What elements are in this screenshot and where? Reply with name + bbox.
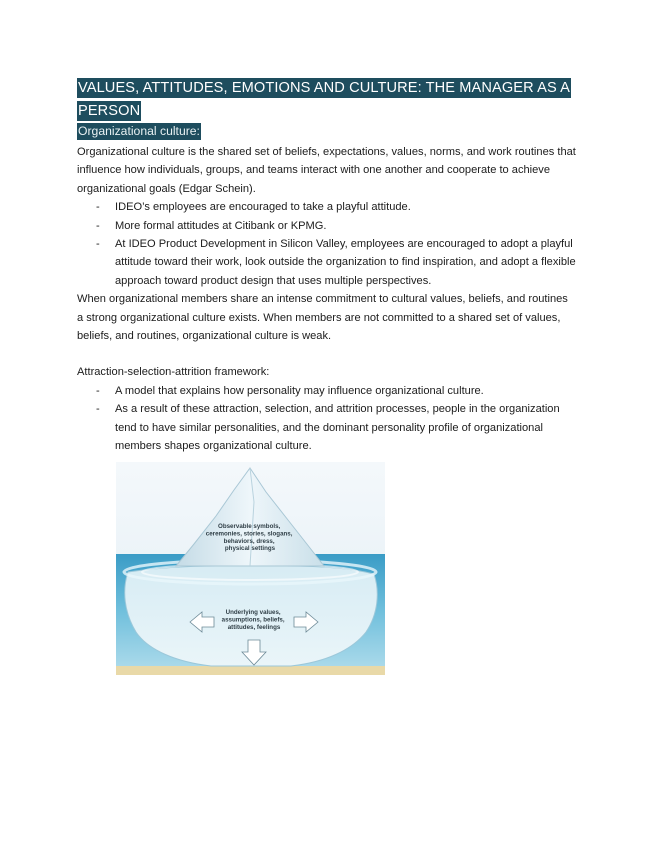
title-line-1: VALUES, ATTITUDES, EMOTIONS AND CULTURE: THE MANAGER AS A bbox=[78, 80, 570, 96]
iceberg-figure bbox=[116, 462, 385, 675]
definition-paragraph: Organizational culture is the shared set of beliefs, expectations, values, norms, and work routines that influence how individuals, groups, and teams interact with one another and cooperate to achieve organizational goals (Edgar Schein). bbox=[77, 146, 576, 195]
section-subheading: Organizational culture: bbox=[78, 124, 200, 138]
strength-paragraph: When organizational members share an intense commitment to cultural values, beliefs, and routines a strong organizational culture exists. When members are not committed to a shared set of values, beliefs, and routines, organizational culture is weak. bbox=[77, 293, 568, 343]
bottom-label-line: attitudes, feelings bbox=[227, 623, 281, 631]
asa-list bbox=[77, 382, 577, 456]
top-label-line: ceremonies, stories, slogans, bbox=[205, 530, 293, 538]
page-title bbox=[77, 76, 577, 122]
top-label-line: Observable symbols, bbox=[218, 523, 281, 530]
bottom-label-line: Underlying values, bbox=[225, 609, 281, 616]
top-label-line: physical settings bbox=[224, 545, 276, 553]
list-item: - More formal attitudes at Citibank or KPMG. bbox=[77, 217, 577, 235]
seabed bbox=[116, 666, 385, 675]
document-page bbox=[77, 76, 577, 456]
asa-heading: Attraction-selection-attrition framework: bbox=[77, 366, 270, 379]
svg-text:Underlying values, assum bbox=[222, 609, 287, 631]
top-label-line: behaviors, dress, bbox=[223, 537, 275, 545]
bottom-label-line: assumptions, beliefs, bbox=[221, 616, 285, 624]
list-item: - A model that explains how personality may influence organizational culture. bbox=[77, 382, 577, 400]
examples-list bbox=[77, 198, 577, 290]
list-item: - As a result of these attraction, selection, and attrition processes, people in the organization tend to have similar personalities, and the dominant personality profile of organizational members shapes organizational culture. bbox=[77, 400, 577, 455]
list-item: - At IDEO Product Development in Silicon Valley, employees are encouraged to adopt a playful attitude toward their work, look outside the organization to find inspiration, and adopt a flexible approach toward product design that uses multiple perspectives. bbox=[77, 235, 577, 290]
list-item: - IDEO’s employees are encouraged to take a playful attitude. bbox=[77, 198, 577, 216]
title-line-2: PERSON bbox=[78, 103, 141, 119]
